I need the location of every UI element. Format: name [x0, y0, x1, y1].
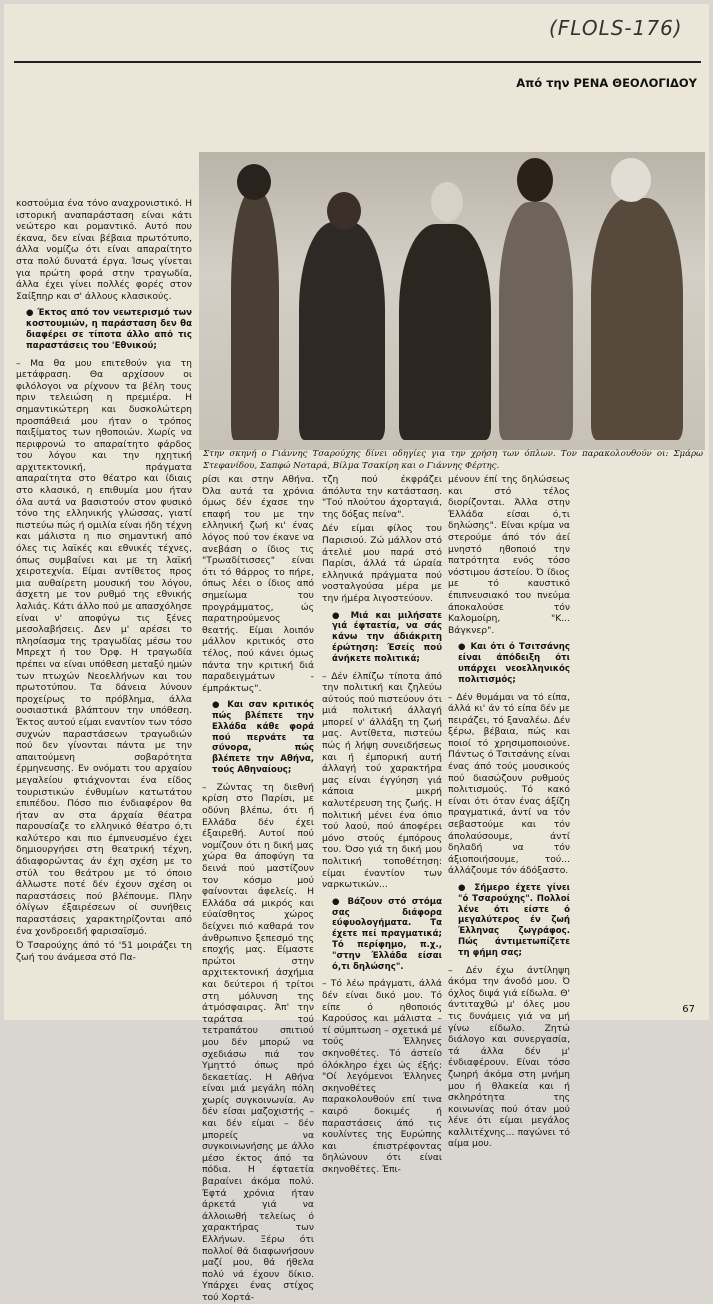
article-paragraph: Δέν είμαι φίλος του Παρισιού. Ζώ μάλλον στό άτελιέ μου παρά στό Παρίσι, άλλά τά ώραία ελληνικά πράγματα πού νοσταλγούσα μέρα με την ήμέρα λιγοστεύουν. — [322, 523, 442, 604]
article-column-1 — [16, 198, 192, 1018]
article-paragraph: μένουν έπί της δηλώσεως και στό τέλος διορίζονται. Άλλα στην Έλλάδα είσαι ό,τι δηλώσης". Είναι κρίμα να στερούμε άπό τόν άεί μνηστό ηθοποιό την πατρότητα ενός τόσο νόστιμου άστείου. Ό ίδιος με τό καυστικό έπιπνευσιακό του πνεύμα άποκαλούσε τόν Καλομοίρη, "Κ... Βάγκνερ". — [448, 474, 570, 636]
interview-question: ● Μιά και μιλήσατε γιά έφταετία, να σάς κάνω την άδιάκριτη έρώτηση: Έσείς πού άνήκετε πολιτικά; — [332, 611, 442, 665]
article-paragraph: – Τό λέω πράγματι, άλλά δέν είναι δικό μου. Τό είπε ό ηθοποιός Καρούσος και μάλιστα – τί σύμπτωση – σχετικά μέ τούς Έλληνες σκηνοθέτες. Τό άστείο όλόκληρο έχει ώς έξής: "Οί λεγόμενοι Έλληνες σκηνοθέτες παρακολουθούν επί τινα καιρό δοκιμές ή παραστάσεις άπό τις κουλίντες της Ευρώπης και έπιστρέφοντας δηλώνουν ότι είναι σκηνοθέτες. Έπι- — [322, 978, 442, 1175]
article-paragraph: τζη πού έκφράζει άπόλυτα την κατάσταση. "Τού πλούτου άχορταγιά, της δόξας πείνα". — [322, 474, 442, 520]
page-number: 67 — [682, 1004, 695, 1015]
interview-question: ● Βάζουν στό στόμα σας διάφορα εύφυολογήματα. Τα έχετε πεί πραγματικά; Τό περίφημο, π.χ., "στην Έλλάδα είσαι ό,τι δηλώσης". — [332, 897, 442, 973]
article-column-2 — [202, 474, 314, 1303]
stage-photo — [199, 152, 705, 450]
article-column-3 — [322, 474, 442, 1175]
newspaper-page — [4, 4, 709, 1303]
interview-question: ● Σήμερο έχετε γίνει "ό Τσαρούχης". Πολλοί λένε ότι είστε ό μεγαλύτερος έν ζωή Έλληνας ζωγράφος. Πώς άντιμετωπίζετε τη φήμη σας; — [458, 883, 570, 959]
byline: Από την ΡΕΝΑ ΘΕΟΛΟΓΙΔΟΥ — [516, 76, 697, 90]
article-paragraph: – Δέν θυμάμαι να τό είπα, άλλά κι' άν τό είπα δέν με πειράζει, τό ξαναλέω. Δέν ξέρω, βέβαια, πώς και ποιοί τό χρησιμοποιούνε. Πάντως ό Τσιτσάνης είναι ένας άπό τούς μουσικούς πού διασώζουν ρυθμούς πολιτισμούς. Τό κακό είναι ότι όταν ένας άξίζη πραγματικά, άντί να τόν σεβαστούμε και τόν άπολαύσουμε, άντί δηλαδή να τόν άξιοποιήσουμε, τού... άλλάζουμε τόν άδόξαστο. — [448, 691, 570, 877]
interview-question: ● Και σαν κριτικός πώς βλέπετε την Ελλάδα κάθε φορά πού περνάτε τα σύνορα, πώς βλέπετε την Αθήνα, τούς Αθηναίους; — [212, 700, 314, 776]
handwritten-annotation: (FLOLS-176) — [549, 16, 683, 40]
article-paragraph: ρίσι και στην Αθήνα. Όλα αυτά τα χρόνια όμως δέν έχασε την επαφή του με την ελληνική ζωή κι' ένας λόγος πού τον έκανε να ανεβάση ο ίδιος τις "Τρωαδίτισσες" είναι ότι τό θάρρος το πήρε, όπως λέει ο ίδιος από σημείωμα του προγράμματος, ώς παρατηρούμενος θεατής. Είμαι λοιπόν μάλλον κριτικός στο τέλος, πού κάνει όμως πάντα την κριτική διά παραδειγμάτων - έμπράκτως". — [202, 474, 314, 694]
interview-question: ● Και ότι ό Τσιτσάνης είναι άπόδειξη ότι υπάρχει νεοελληνικός πολιτισμός; — [458, 642, 570, 685]
header-rule — [14, 61, 701, 63]
photo-caption: Στην σκηνή ο Γιάννης Τσαρούχης δίνει οδηγίες για την χρήση των όπλων. Τον παρακολουθούν οι: Σμάρω Στεφανίδου, Σαπφώ Νοταρά, Βίλμα Τσακίρη και ο Γιάννης Φέρτης. — [203, 449, 703, 471]
article-column-4 — [448, 474, 570, 1150]
article-paragraph: – Δέν έχω άντίληψη άκόμα την άνοδό μου. Ό όχλος διψά γιά είδωλα. Θ' άντιταχθώ μ' όλες μου τις δυνάμεις γιά να μή γίνω είδωλο. Ζητώ διάλογο και συνεργασία, τά άλλα δέν μ' ένδιαφέρουν. Είναι τόσο ζωηρή άκόμα στη μνήμη μου ή θλακεία και ή σκληρότητα της κοινωνίας πού όταν μού λένε ότι είμαι μεγάλος καλλιτέχνης... παγώνει τό αίμα μου. — [448, 964, 570, 1150]
interview-question: ● Έκτος από τον νεωτερισμό των κοστουμιών, η παράσταση δεν θα διαφέρει σε τίποτα άλλο από τις παραστάσεις του 'Εθνικού; — [26, 308, 192, 351]
article-paragraph: – Μα θα μου επιτεθούν για τη μετάφραση. Θα αρχίσουν οι φιλόλογοι να ρίχνουν τα βέλη τους πριν τελειώση η πρεμιέρα. Η σημαντικώτερη και δυσκολώτερη προσπάθειά μου ήταν ο τρόπος παιξίματος των ηθοποιών. Χωρίς να περιφρονώ το απαραίτητο φάρδος του λόγου και την ηχητική αρχιτεκτονική, πράγματα απαραίτητα στο θέατρο και ίδιαις στο κλασικό, η επιθυμία μου ήταν όλα αυτά να βασιστούν στον φυσικό τόνο της ελληνικής γλώσσας, γιατί πιστεύω πώς ή ομιλία είναι ήδη τέχνη και μάλιστα η πιο σημαντική από όλες τις λαϊκές και εθνικές τέχνες, όπως συμβαίνει και με τη λαϊκή χειροτεχνία. Είμαι αντίθετος προς μια αυθαίρετη μουσική του λόγου, άσχετη με τον ρυθμό της εθνικής λαλιάς. Κάτι άλλο πού με απασχόλησε είναι ν' αποφύγω τις ξένες μεσολαβήσεις. Δεν μ' αρέσει το πλησίασμα της τραγωδίας μέσω του Μπρεχτ ή του Όρφ. Η τραγωδία πρέπει να είναι υπόθεση μεταξύ ημών των πτωχών Νεοελλήνων και του πρωτοτύπου. Τα δάνεια λύνουν προχείρως το πρόβλημα, άλλα ουσιαστικά βλάπτουν την υπόθεση. Έκτος αυτού είμαι εναντίον των τόσο συχνών παραστάσεων τραγωδιών πού δεν γίνονται πάντα με την απαιτούμενη σοβαρότητα έρμηνευσης. Εν ονόματι του αρχαίου μεγαλείου φτιάχνονται ένα είδος τουριστικών ένθυμίων κατωτάτου επιπέδου. Πόσο πιο ένδιαφέρον θα ήταν αν στα άρχαία θέατρα παρουσίαζε το ελληνικό θέατρο ό,τι καλύτερο και πιο έμπνευσμένο έχει δημιουργήσει στη θεατρική τέχνη, άδιαφορώντας άν έχη σχέση με το στύλ του θεάτρου με τό όποιο άλλωστε ποτέ δέν έχουν σχέση οι παραστάσεις πού βλέπουμε. Πλην όλίγων έξαιρέσεων οί συνήθεις παραστάσεις χαρακτηρίζονται από ένα χονδροειδή φαρισαϊσμό. — [16, 357, 193, 937]
article-paragraph: κοστούμια ένα τόνο αναχρονιστικό. Η ιστορική αναπαράσταση είναι κάτι νεώτερο και ρομαντικό. Αυτό που έκανα, δεν είναι βέβαια πρωτότυπο, άλλα νομίζω ότι είναι απαραίτητο στα πολύ δυνατά έργα. Ίσως γίνεται για πρώτη φορά στην τραγωδία, άλλα έχει γίνει πολλές φορές στον Σαίξπηρ και σ' άλλους κλασικούς. — [16, 198, 192, 302]
article-paragraph: – Ζώντας τη διεθνή κρίση στο Παρίσι, με οδύνη βλέπω, ότι ή Ελλάδα δέν έχει έξαιρεθή. Αυτοί πού νομίζουν ότι η δική μας χώρα θα άποφύγη τα δεινά πού μαστίζουν τον κόσμο μού φαίνονται άφελείς. Η Ελλάδα σά μικρός και εύαίσθητος χώρος δείχνει πιό καθαρά τον άνθρωπινο ξεπεσμό της εποχής μας. Είμαστε πρώτοι στην αρχιτεκτονική άσχήμια και δεύτεροι ή τρίτοι στη μόλυνση της άτμόσφαιρας. Άπ' την ταράτσα τού τετραπάτου σπιτιού μου δέν μπορώ να σχεδιάσω πιά τον Υμηττό όπως πρό δεκαετίας. Η Αθήνα είναι μιά μεγάλη πόλη χωρίς συγκοινωνία. Αν δέν είσαι μαζοχιστής – και δέν είμαι – δέν μπορείς να συγκοινωνήσης με άλλο μέσο έκτος άπό τα πόδια. Η έφταετία βαραίνει άκόμα πολύ. Έφτά χρόνια ήταν άρκετά γιά να άλλοιωθή τελείως ό χαρακτήρας των Ελλήνων. Ξέρω ότι πολλοί θά διαφωνήσουν μαζί μου, θά ήθελα πολύ νά έχουν δίκιο. Υπάρχει ένας στίχος τού Χορτά- — [202, 781, 314, 1303]
article-paragraph: – Δέν έλπίζω τίποτα άπό την πολιτική και ζηλεύω αύτούς πού πιστεύουν ότι μιά πολιτική άλλαγή μπορεί ν' άλλάξη τη ζωή μας. Αντίθετα, πιστεύω πώς ή λήψη συνειδήσεως και ή έμπορική αυτή άλλαγή τού χαρακτήρα μας είναι έγγύηση γιά κάποια μικρή καλυτέρευση της ζωής. Η πολιτική μένει ένα όπιο τού λαού, πού άποφέρει μόνο στούς έμπόρους του. Όσο γιά τη δική μου πολιτική τοποθέτηση: είμαι έναντίον των ναρκωτικών... — [322, 670, 442, 891]
article-paragraph: Ό Τσαρούχης άπό τό '51 μοιράζει τη ζωή του άνάμεσα στό Πα- — [16, 940, 192, 963]
